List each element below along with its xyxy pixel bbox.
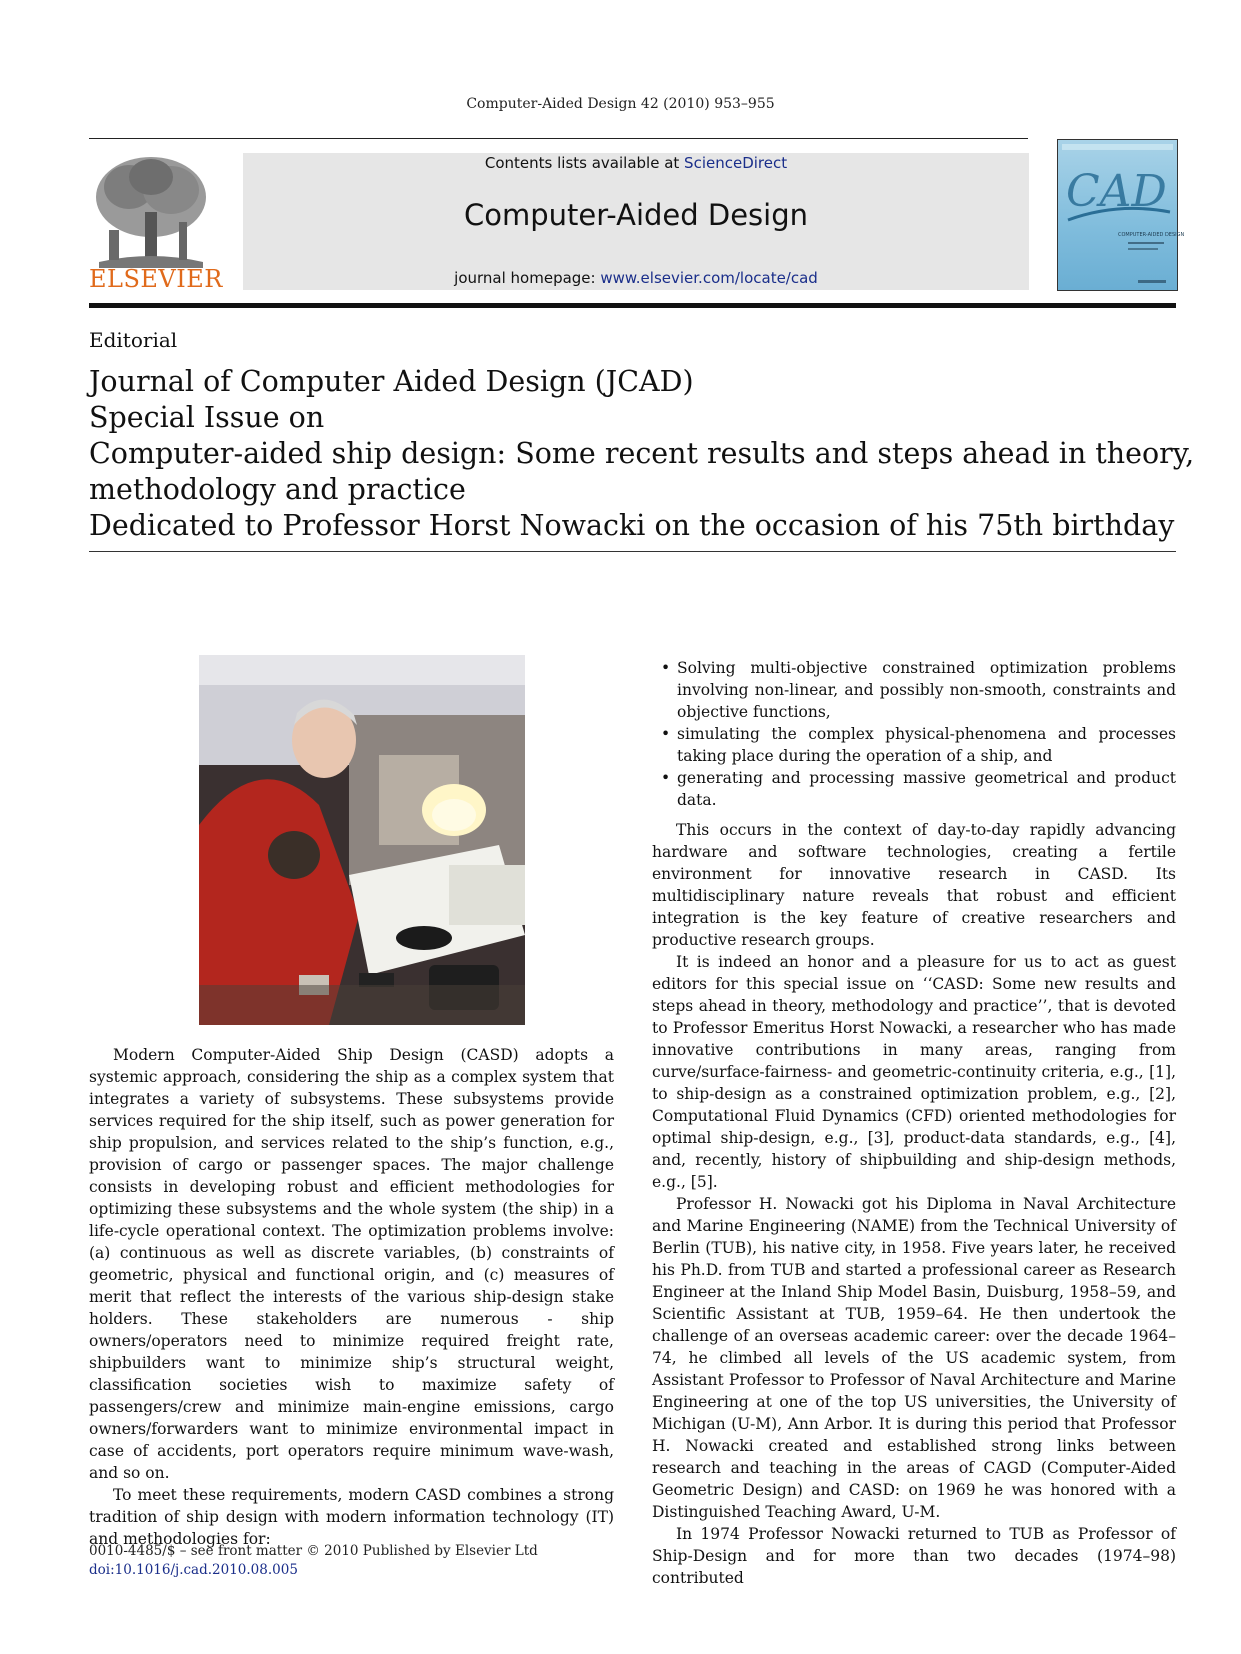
body-paragraph: Professor H. Nowacki got his Diploma in Naval Architecture and Marine Engineering (NAME) from the Technical University of Berlin (TUB), his native city, in 1958. Five years later, he received his Ph.D. from TUB and started a professional career as Research Engineer at the Inland Ship Model Basin, Duisburg, 1958–59, and Scientific Assistant at TUB, 1959–64. He then undertook the challenge of an overseas academic career: over the decade 1964–74, he climbed all levels of the US academic system, from Assistant Professor to Professor of Naval Architecture and Marine Engineering at one of the top US universities, the University of Michigan (U-M), Ann Arbor. It is during this period that Professor H. Nowacki created and established strong links between research and teaching in the areas of CAGD (Computer-Aided Geometric Design) and CASD: on 1969 he was honored with a Distinguished Teaching Award, U-M.	[652, 1195, 1176, 1521]
bullet-icon: •	[661, 769, 671, 787]
title-rule	[89, 551, 1176, 552]
title-line: Dedicated to Professor Horst Nowacki on the occasion of his 75th birthday	[89, 509, 1175, 542]
title-line: Special Issue on	[89, 401, 325, 434]
journal-cover-image	[1057, 139, 1185, 291]
sciencedirect-link[interactable]: ScienceDirect	[684, 154, 788, 172]
title-line: Journal of Computer Aided Design (JCAD)	[89, 365, 694, 398]
requirements-list	[652, 657, 1176, 811]
homepage-link[interactable]: www.elsevier.com/locate/cad	[600, 269, 818, 287]
front-matter-note: 0010-4485/$ – see front matter © 2010 Published by Elsevier Ltd	[89, 1543, 538, 1559]
header-rule	[89, 138, 1028, 139]
journal-citation: Computer-Aided Design 42 (2010) 953–955	[466, 96, 775, 112]
article-title	[89, 364, 1195, 544]
cover-subtitle: COMPUTER-AIDED DESIGN	[1118, 232, 1185, 238]
left-column	[89, 1044, 614, 1550]
list-item	[652, 723, 1176, 767]
contents-line	[243, 154, 1029, 172]
contents-prefix: Contents lists available at	[484, 154, 685, 172]
list-item-text: generating and processing massive geometrical and product data.	[677, 769, 1176, 809]
title-line: methodology and practice	[89, 473, 466, 506]
cover-logo-text: CAD	[1066, 166, 1167, 217]
bullet-icon: •	[661, 725, 671, 743]
doi-link[interactable]: doi:10.1016/j.cad.2010.08.005	[89, 1562, 298, 1578]
list-item	[652, 657, 1176, 723]
journal-name: Computer-Aided Design	[463, 198, 809, 232]
homepage-prefix: journal homepage:	[454, 269, 601, 287]
elsevier-wordmark: ELSEVIER	[89, 265, 223, 293]
homepage-line	[243, 269, 1029, 287]
body-paragraph: This occurs in the context of day-to-day rapidly advancing hardware and software technologies, creating a fertile environment for innovative research in CASD. Its multidisciplinary nature reveals that robust and efficient integration is the key feature of creative researchers and productive research groups.	[652, 821, 1176, 949]
body-paragraph: In 1974 Professor Nowacki returned to TUB as Professor of Ship-Design and for more than two decades (1974–98) contributed	[652, 1525, 1176, 1587]
body-paragraph: It is indeed an honor and a pleasure for us to act as guest editors for this special issue on ‘‘CASD: Some new results and steps ahead in theory, methodology and practice’’, that is devoted to Professor Emeritus Horst Nowacki, a researcher who has made innovative contributions in many areas, ranging from curve/surface-fairness- and geometric-continuity criteria, e.g., [1], to ship-design as a constrained optimization problem, e.g., [2], Computational Fluid Dynamics (CFD) oriented methodologies for optimal ship-design, e.g., [3], product-data standards, e.g., [4], and, recently, history of shipbuilding and ship-design methods, e.g., [5].	[652, 953, 1176, 1191]
body-paragraph: To meet these requirements, modern CASD combines a strong tradition of ship design with modern information technology (IT) and methodologies for:	[89, 1486, 614, 1548]
bullet-icon: •	[661, 659, 671, 677]
right-column	[652, 657, 1176, 1589]
list-item-text: Solving multi-objective constrained optimization problems involving non-linear, and possibly non-smooth, constraints and objective functions,	[677, 659, 1176, 721]
cover-artwork	[1058, 140, 1185, 290]
list-item	[652, 767, 1176, 811]
title-line: Computer-aided ship design: Some recent results and steps ahead in theory,	[89, 437, 1195, 470]
body-paragraph: Modern Computer-Aided Ship Design (CASD) adopts a systemic approach, considering the ship as a complex system that integrates a variety of subsystems. These subsystems provide services required for the ship itself, such as power generation for ship propulsion, and services related to the ship’s function, e.g., provision of cargo or passenger spaces. The major challenge consists in developing robust and efficient methodologies for optimizing these subsystems and the whole system (the ship) in a life-cycle operational context. The optimization problems involve: (a) continuous as well as discrete variables, (b) constraints of geometric, physical and functional origin, and (c) measures of merit that reflect the interests of the various ship-design stake holders. These stakeholders are numerous - ship owners/operators need to minimize required freight rate, shipbuilders want to minimize ship’s structural weight, classification societies wish to maximize safety of passengers/crew and minimize main-engine emissions, cargo owners/forwarders want to minimize environmental impact in case of accidents, port operators require minimum wave-wash, and so on.	[89, 1046, 614, 1482]
portrait-photo	[199, 655, 525, 1025]
list-item-text: simulating the complex physical-phenomena and processes taking place during the operation of a ship, and	[677, 725, 1176, 765]
header-thick-rule	[89, 303, 1176, 308]
article-type: Editorial	[89, 328, 178, 352]
